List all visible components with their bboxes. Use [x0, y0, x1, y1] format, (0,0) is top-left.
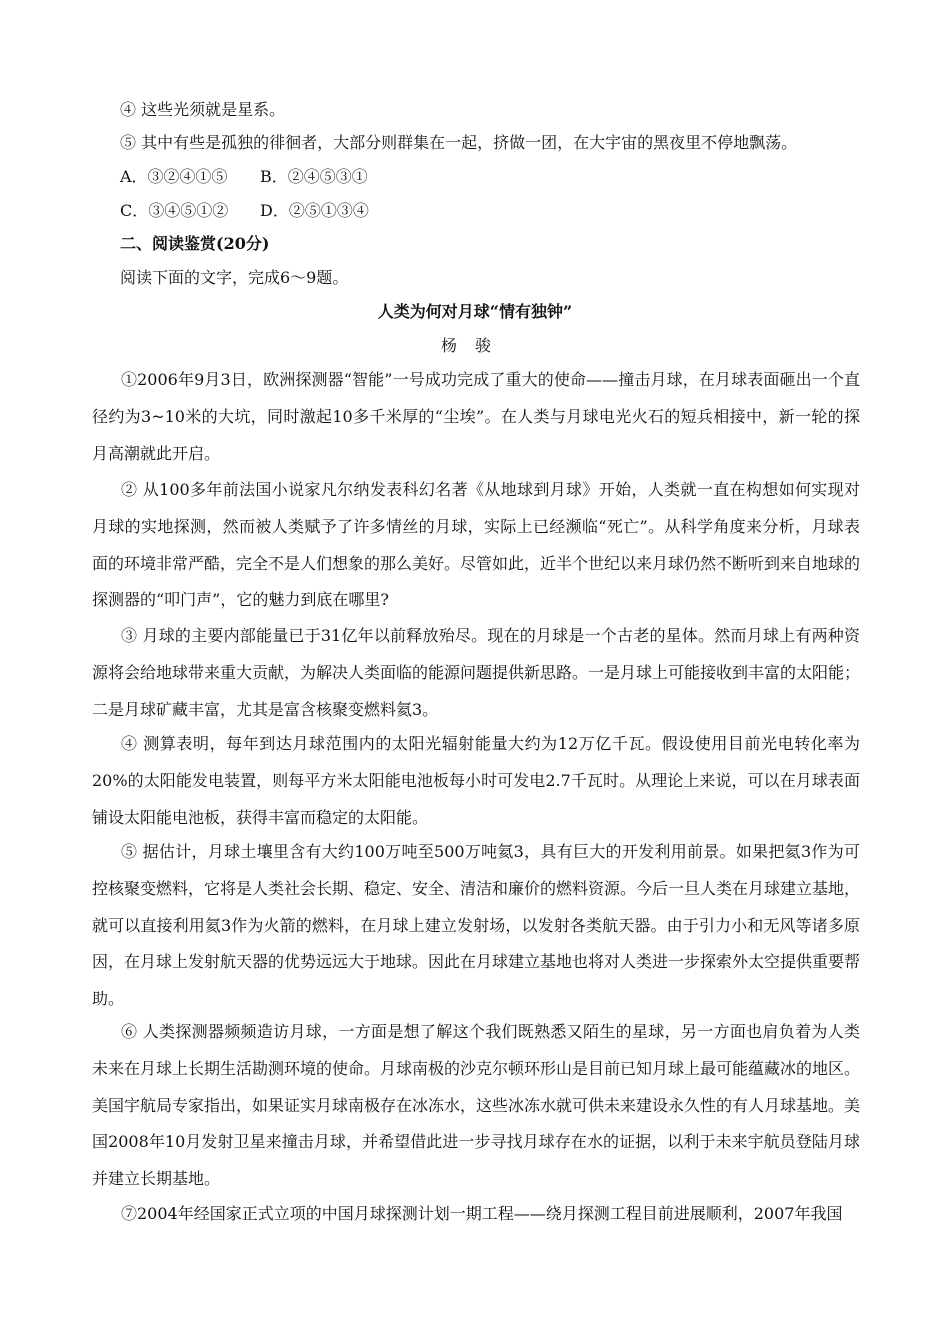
paragraph-4: ④ 测算表明，每年到达月球范围内的太阳光辐射能量大约为12万亿千瓦。假设使用目前光电转化率为20%的太阳能发电装置，则每平方米太阳能电池板每小时可发电2.7千瓦时。从理论上来说，可以在月球表面铺设太阳能电池板，获得丰富而稳定的太阳能。 — [92, 734, 860, 827]
paragraph-5: ⑤ 据估计，月球土壤里含有大约100万吨至500万吨氦3，具有巨大的开发利用前景。如果把氦3作为可控核聚变燃料，它将是人类社会长期、稳定、安全、清洁和廉价的燃料资源。今后一旦人类在月球建立基地，就可以直接利用氦3作为火箭的燃料，在月球上建立发射场，以发射各类航天器。由于引力小和无风等诸多原因，在月球上发射航天器的优势远远大于地球。因此在月球建立基地也将对人类进一步探索外太空提供重要帮助。 — [92, 842, 861, 1009]
paragraph-2: ② 从100多年前法国小说家凡尔纳发表科幻名著《从地球到月球》开始，人类就一直在构想如何实现对月球的实地探测，然而被人类赋予了许多情丝的月球，实际上已经濒临“死亡”。从科学角度来分析，月球表面的环境非常严酷，完全不是人们想象的那么美好。尽管如此，近半个世纪以来月球仍然不断听到来自地球的探测器的“叩门声”，它的魅力到底在哪里? — [92, 480, 861, 610]
paragraph-7: ⑦2004年经国家正式立项的中国月球探测计划一期工程——绕月探测工程目前进展顺利，2007年我国 — [121, 1204, 843, 1223]
item-5: ⑤ 其中有些是孤独的徘徊者，大部分则群集在一起，挤做一团，在大宇宙的黑夜里不停地飘荡。 — [120, 133, 798, 152]
option-c: C．③④⑤①② — [120, 201, 229, 220]
instruction: 阅读下面的文字，完成6～9题。 — [120, 268, 349, 287]
paragraph-1: ①2006年9月3日，欧洲探测器“智能”一号成功完成了重大的使命——撞击月球，在月球表面砸出一个直径约为3~10米的大坑，同时激起10多千米厚的“尘埃”。在人类与月球电光火石的短兵相接中，新一轮的探月高潮就此开启。 — [92, 370, 860, 463]
option-a: A．③②④①⑤ — [120, 167, 228, 186]
article-title: 人类为何对月球“情有独钟” — [377, 302, 573, 321]
paragraph-3: ③ 月球的主要内部能量已于31亿年以前释放殆尽。现在的月球是一个古老的星体。然而月球上有两种资源将会给地球带来重大贡献，为解决人类面临的能源问题提供新思路。一是月球上可能接收到丰富的太阳能；二是月球矿藏丰富，尤其是富含核聚变燃料氦3。 — [92, 626, 861, 719]
option-b: B．②④⑤③① — [260, 167, 368, 186]
paragraph-6: ⑥ 人类探测器频频造访月球，一方面是想了解这个我们既熟悉又陌生的星球，另一方面也肩负着为人类未来在月球上长期生活勘测环境的使命。月球南极的沙克尔顿环形山是目前已知月球上最可能蕴藏冰的地区。美国宇航局专家指出，如果证实月球南极存在冰冻水，这些冰冻水就可供未来建设永久性的有人月球基地。美国2008年10月发射卫星来撞击月球，并希望借此进一步寻找月球存在水的证据，以利于未来宇航员登陆月球并建立长期基地。 — [92, 1022, 861, 1189]
section-heading: 二、阅读鉴赏(20分) — [120, 234, 270, 253]
item-4: ④ 这些光须就是星系。 — [120, 100, 286, 119]
article-author: 杨骏 — [440, 336, 509, 355]
option-d: D．②⑤①③④ — [260, 201, 369, 220]
